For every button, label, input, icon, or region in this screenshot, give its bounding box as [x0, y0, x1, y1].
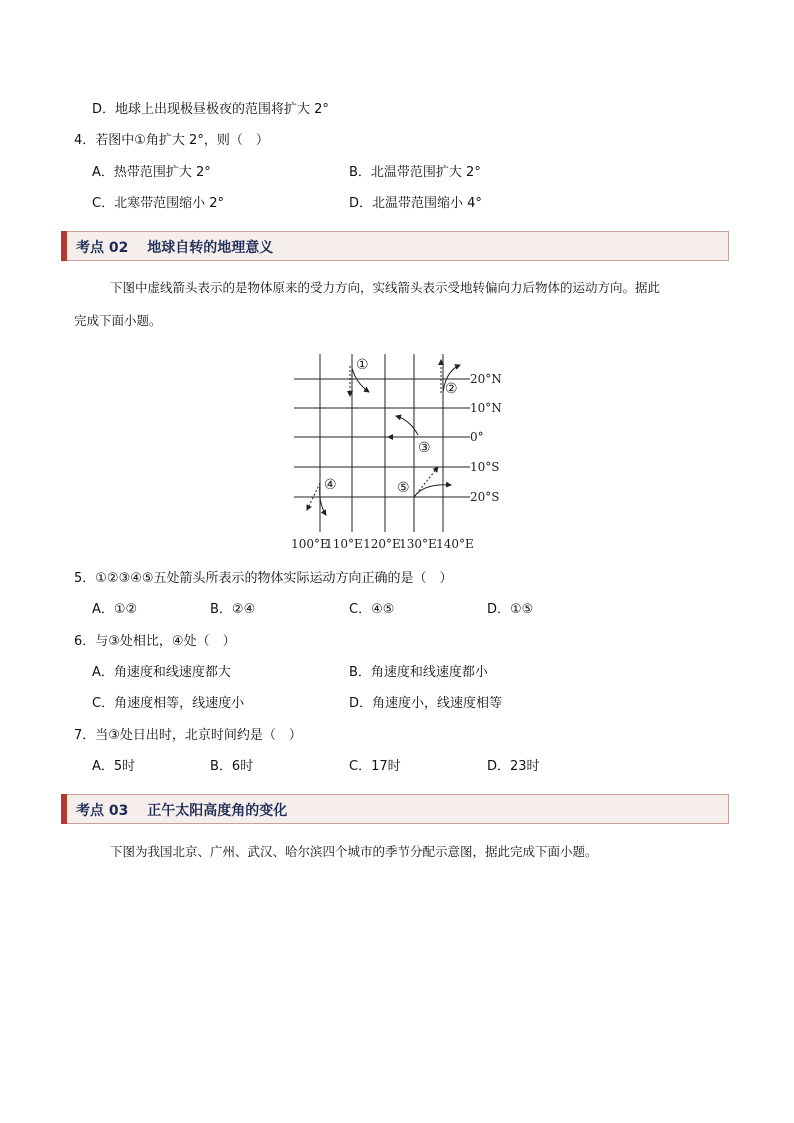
q5-stem: 5．①②③④⑤五处箭头所表示的物体实际运动方向正确的是（ ） [74, 571, 453, 586]
lat-label-10n: 10°N [470, 401, 502, 415]
solid-arrow-5 [414, 485, 451, 497]
section-title: 考点 03 正午太阳高度角的变化 [76, 803, 288, 819]
q7-option-a: A．5时 [92, 759, 136, 774]
lat-label-20n: 20°N [470, 372, 502, 386]
q4-option-c: C．北寒带范围缩小 2° [92, 196, 224, 211]
q3-option-d: D．地球上出现极昼极夜的范围将扩大 2° [92, 102, 329, 117]
lon-label-140e: 140°E [436, 537, 474, 551]
q4-option-b: B．北温带范围扩大 2° [349, 165, 481, 180]
marker-4: ④ [324, 477, 337, 493]
lat-label-10s: 10°S [470, 460, 500, 474]
q4-stem: 4．若图中①角扩大 2°，则（ ） [74, 133, 269, 148]
q7-stem: 7．当③处日出时，北京时间约是（ ） [74, 728, 302, 743]
q5-option-c: C．④⑤ [349, 602, 395, 617]
marker-3: ③ [418, 440, 431, 456]
q4-option-d: D．北温带范围缩小 4° [349, 196, 482, 211]
lon-label-130e: 130°E [399, 537, 437, 551]
marker-2: ② [445, 381, 458, 397]
q6-option-d: D．角速度小，线速度相等 [349, 696, 503, 711]
q7-option-d: D．23时 [487, 759, 540, 774]
section2-intro-line1: 下图中虚线箭头表示的是物体原来的受力方向，实线箭头表示受地转偏向力后物体的运动方向。据此 [110, 280, 661, 295]
q5-option-b: B．②④ [210, 602, 256, 617]
coriolis-figure [0, 0, 794, 560]
q6-option-b: B．角速度和线速度都小 [349, 665, 488, 680]
arrow-group-5 [414, 467, 451, 497]
lat-label-0: 0° [470, 430, 484, 444]
section2-intro-line2: 完成下面小题。 [74, 313, 162, 328]
q6-option-a: A．角速度和线速度都大 [92, 665, 231, 680]
arrow-group-3 [388, 416, 420, 437]
section3-intro: 下图为我国北京、广州、武汉、哈尔滨四个城市的季节分配示意图，据此完成下面小题。 [110, 844, 598, 859]
q5-option-d: D．①⑤ [487, 602, 534, 617]
q7-option-c: C．17时 [349, 759, 401, 774]
marker-5: ⑤ [397, 480, 410, 496]
q5-option-a: A．①② [92, 602, 138, 617]
q7-option-b: B．6时 [210, 759, 254, 774]
solid-arrow-3 [396, 416, 418, 435]
lon-label-100e: 100°E [291, 537, 329, 551]
section-accent-bar [61, 794, 67, 824]
section-title: 考点 02 地球自转的地理意义 [76, 240, 274, 256]
q6-option-c: C．角速度相等，线速度小 [92, 696, 245, 711]
q6-stem: 6．与③处相比，④处（ ） [74, 634, 236, 649]
q4-option-a: A．热带范围扩大 2° [92, 165, 211, 180]
lat-label-20s: 20°S [470, 490, 500, 504]
lon-label-110e: 110°E [325, 537, 363, 551]
section-header-03 [61, 794, 729, 824]
marker-1: ① [356, 357, 369, 373]
lon-label-120e: 120°E [363, 537, 401, 551]
